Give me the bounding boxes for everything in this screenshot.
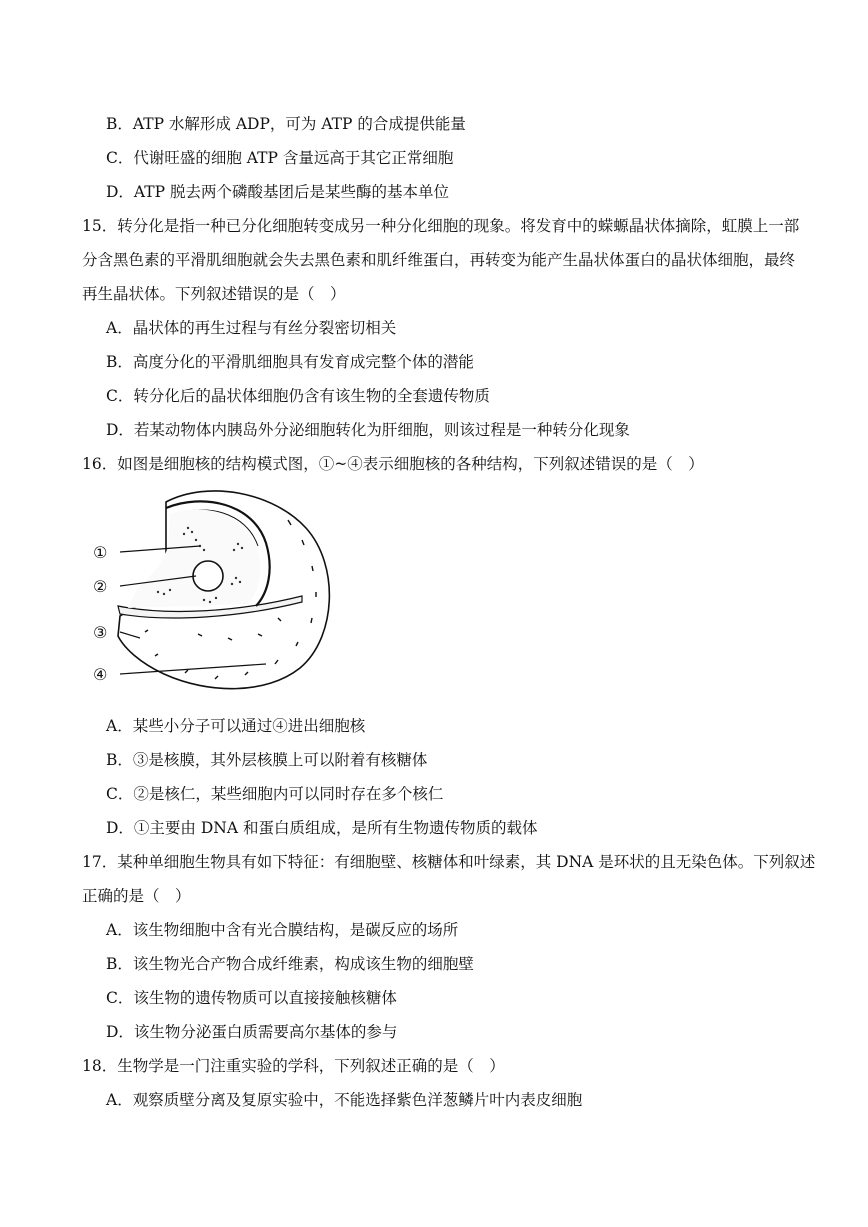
q18-option-a: A．观察质壁分离及复原实验中，不能选择紫色洋葱鳞片叶内表皮细胞 xyxy=(106,1091,583,1109)
nucleolus xyxy=(193,561,223,591)
label-3: ③ xyxy=(93,623,108,642)
q14-option-d: D．ATP 脱去两个磷酸基团后是某些酶的基本单位 xyxy=(106,183,449,201)
label-1: ① xyxy=(93,543,108,562)
q16-option-b: B．③是核膜，其外层核膜上可以附着有核糖体 xyxy=(106,751,428,769)
label-4: ④ xyxy=(93,665,108,684)
q17-option-b: B．该生物光合产物合成纤维素，构成该生物的细胞壁 xyxy=(106,955,474,973)
q16-option-d: D．①主要由 DNA 和蛋白质组成，是所有生物遗传物质的载体 xyxy=(106,819,538,837)
q15-option-c: C．转分化后的晶状体细胞仍含有该生物的全套遗传物质 xyxy=(106,387,490,405)
q14-option-b: B．ATP 水解形成 ADP，可为 ATP 的合成提供能量 xyxy=(106,115,466,133)
q15-option-d: D．若某动物体内胰岛外分泌细胞转化为肝细胞，则该过程是一种转分化现象 xyxy=(106,421,630,439)
q17-stem-line-1: 17．某种单细胞生物具有如下特征：有细胞壁、核糖体和叶绿素，其 DNA 是环状的且无染色体。下列叙述 xyxy=(82,853,816,871)
q15-stem-line-2: 分含黑色素的平滑肌细胞就会失去黑色素和肌纤维蛋白，再转变为能产生晶状体蛋白的晶状体细胞，最终 xyxy=(82,251,796,269)
q16-stem: 16．如图是细胞核的结构模式图，①~④表示细胞核的各种结构，下列叙述错误的是（ ） xyxy=(82,455,704,473)
q17-option-d: D．该生物分泌蛋白质需要高尔基体的参与 xyxy=(106,1023,398,1041)
q17-option-c: C．该生物的遗传物质可以直接接触核糖体 xyxy=(106,989,397,1007)
q17-stem-line-2: 正确的是（ ） xyxy=(82,887,191,905)
q16-option-a: A．某些小分子可以通过④进出细胞核 xyxy=(106,717,366,735)
label-2: ② xyxy=(93,577,108,596)
nucleus-structure-figure xyxy=(88,488,338,693)
q18-stem: 18．生物学是一门注重实验的学科，下列叙述正确的是（ ） xyxy=(82,1057,505,1075)
q14-option-c: C．代谢旺盛的细胞 ATP 含量远高于其它正常细胞 xyxy=(106,149,454,167)
q15-stem-line-1: 15．转分化是指一种已分化细胞转变成另一种分化细胞的现象。将发育中的蝾螈晶状体摘除，虹膜上一部 xyxy=(82,217,800,235)
q17-option-a: A．该生物细胞中含有光合膜结构，是碳反应的场所 xyxy=(106,921,459,939)
q15-stem-line-3: 再生晶状体。下列叙述错误的是（ ） xyxy=(82,285,346,303)
q15-option-b: B．高度分化的平滑肌细胞具有发育成完整个体的潜能 xyxy=(106,353,474,371)
q16-option-c: C．②是核仁，某些细胞内可以同时存在多个核仁 xyxy=(106,785,444,803)
nucleus-interior xyxy=(128,510,260,609)
q15-option-a: A．晶状体的再生过程与有丝分裂密切相关 xyxy=(106,319,397,337)
